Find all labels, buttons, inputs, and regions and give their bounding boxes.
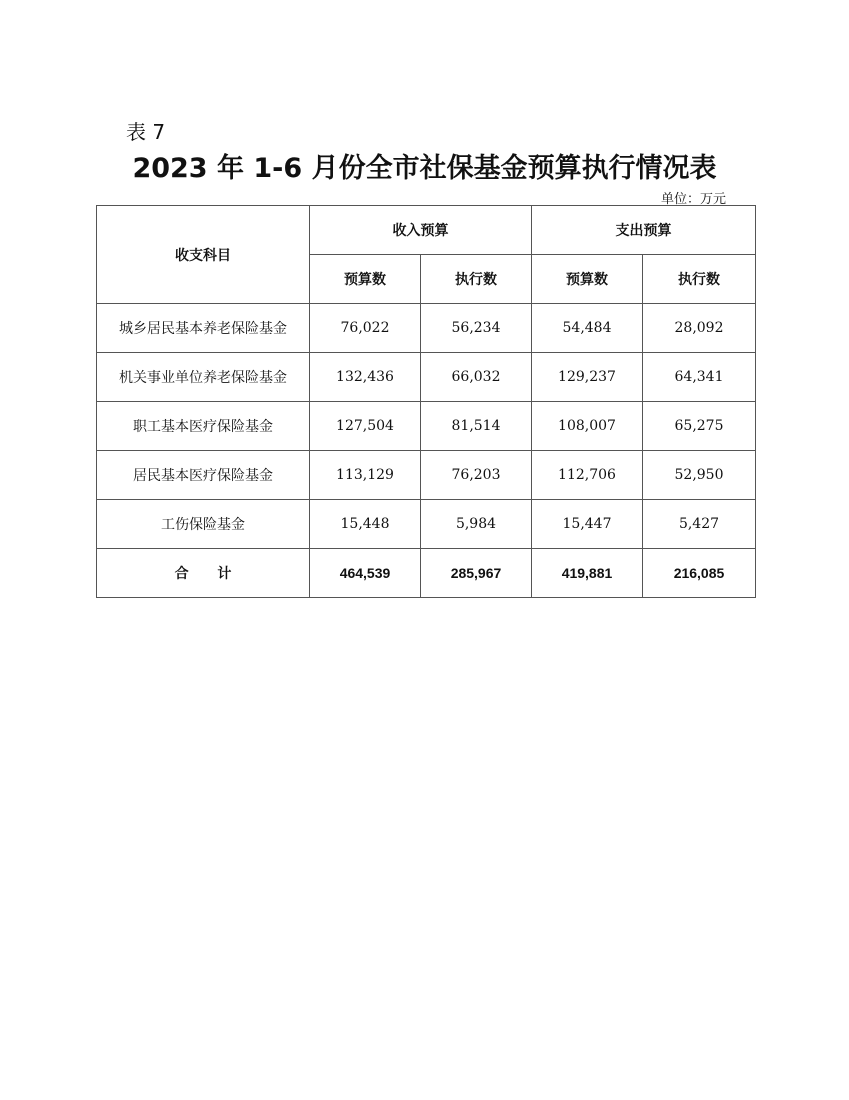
income-exec-cell: 76,203 — [421, 451, 532, 500]
expense-budget-cell: 112,706 — [532, 451, 643, 500]
unit-note: 单位：万元 — [660, 192, 726, 207]
row-label: 居民基本医疗保险基金 — [97, 451, 310, 500]
expense-exec-cell: 65,275 — [643, 402, 756, 451]
table-row — [97, 304, 756, 353]
income-exec-cell: 81,514 — [421, 402, 532, 451]
row-label: 城乡居民基本养老保险基金 — [97, 304, 310, 353]
total-row — [97, 549, 756, 598]
header-expense-executed: 执行数 — [643, 255, 756, 304]
expense-budget-cell: 108,007 — [532, 402, 643, 451]
total-expense-budget: 419,881 — [532, 549, 643, 598]
budget-table — [96, 205, 756, 598]
income-budget-cell: 127,504 — [310, 402, 421, 451]
row-label: 机关事业单位养老保险基金 — [97, 353, 310, 402]
header-income-budget: 预算数 — [310, 255, 421, 304]
table-row — [97, 451, 756, 500]
table-row — [97, 402, 756, 451]
income-exec-cell: 56,234 — [421, 304, 532, 353]
table-row — [97, 353, 756, 402]
total-income-budget: 464,539 — [310, 549, 421, 598]
expense-budget-cell: 15,447 — [532, 500, 643, 549]
header-income-executed: 执行数 — [421, 255, 532, 304]
table-row — [97, 500, 756, 549]
header-item: 收支科目 — [97, 206, 310, 304]
total-label: 合 计 — [97, 549, 310, 598]
header-expense: 支出预算 — [532, 206, 756, 255]
row-label: 工伤保险基金 — [97, 500, 310, 549]
header-income: 收入预算 — [310, 206, 532, 255]
income-budget-cell: 15,448 — [310, 500, 421, 549]
expense-budget-cell: 54,484 — [532, 304, 643, 353]
header-row-1 — [97, 206, 756, 255]
header-expense-budget: 预算数 — [532, 255, 643, 304]
row-label: 职工基本医疗保险基金 — [97, 402, 310, 451]
income-budget-cell: 132,436 — [310, 353, 421, 402]
income-budget-cell: 113,129 — [310, 451, 421, 500]
total-income-exec: 285,967 — [421, 549, 532, 598]
expense-exec-cell: 52,950 — [643, 451, 756, 500]
income-budget-cell: 76,022 — [310, 304, 421, 353]
expense-budget-cell: 129,237 — [532, 353, 643, 402]
page-title: 2023 年 1-6 月份全市社保基金预算执行情况表 — [132, 153, 717, 184]
expense-exec-cell: 5,427 — [643, 500, 756, 549]
expense-exec-cell: 64,341 — [643, 353, 756, 402]
expense-exec-cell: 28,092 — [643, 304, 756, 353]
income-exec-cell: 66,032 — [421, 353, 532, 402]
total-expense-exec: 216,085 — [643, 549, 756, 598]
income-exec-cell: 5,984 — [421, 500, 532, 549]
table-number: 表 7 — [126, 120, 166, 144]
